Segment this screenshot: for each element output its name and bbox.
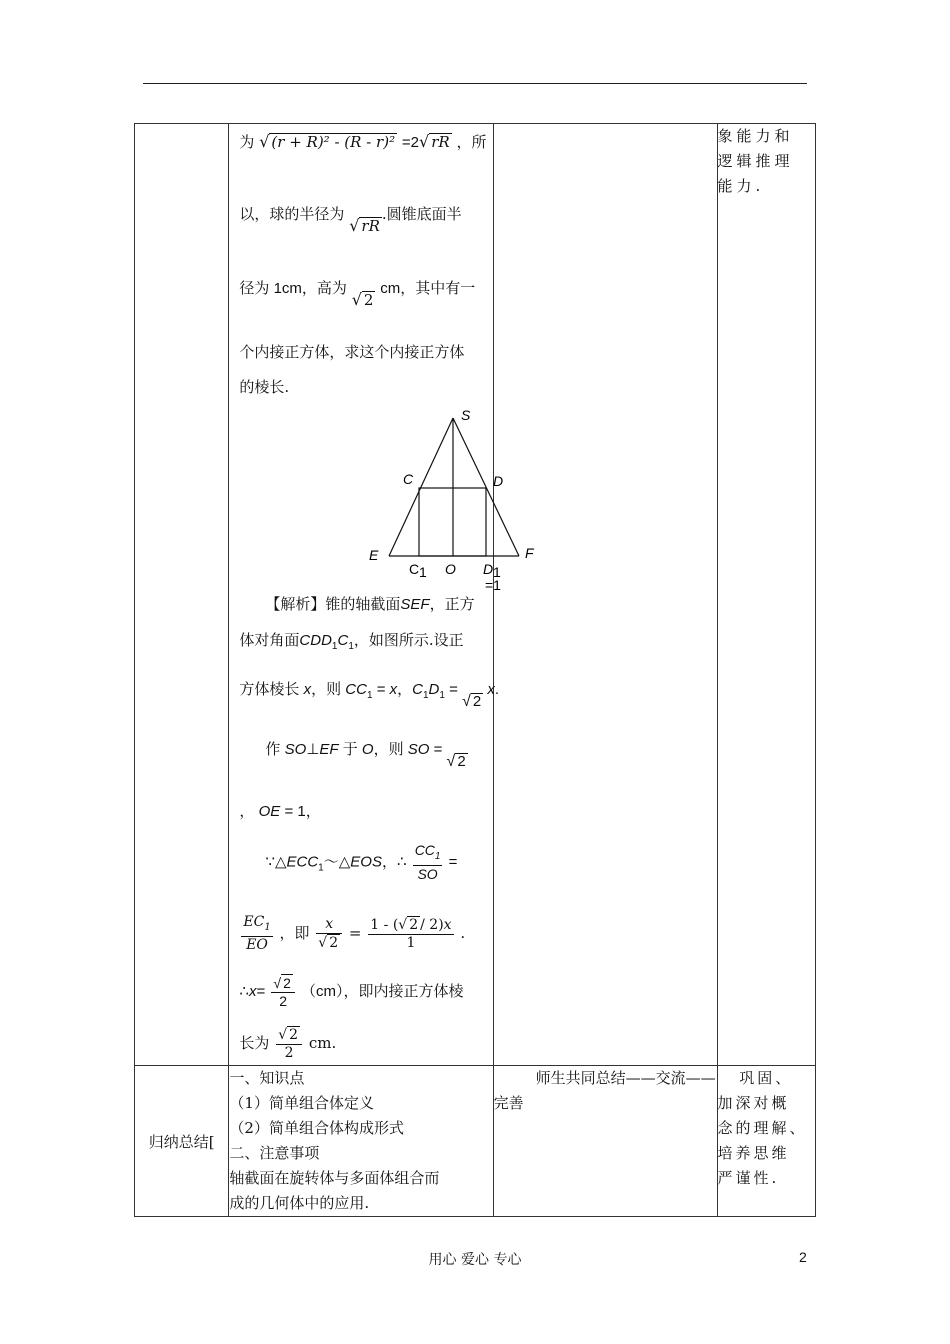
text: x [487,681,495,698]
text: = [449,681,458,698]
text-line: 以，球的半径为 √ rR.圆锥底面半 [239,205,462,235]
text: CDD [299,632,332,649]
fraction: $\frac{√ 2}{2}$ [276,1026,302,1062]
label-c1-sub: 1 [419,564,428,580]
fraction: $\frac{x}{√ 2}$ [316,916,342,952]
summary-label: 归纳总结[ [135,1066,229,1217]
fraction: $\frac{√ 2}{2}$ [271,974,294,1010]
goal-line: 逻辑推理 [717,152,794,170]
text: . [494,681,500,698]
text-line: 作 SO⊥EF 于 O，则 SO = √ 2 [265,741,466,770]
text: EF [319,741,339,758]
text: C [412,681,423,698]
text: =2 [401,134,419,151]
text: x [389,681,398,698]
text-line [239,974,463,1010]
page-number: 2 [799,1249,807,1265]
text: = [256,982,266,1000]
label-eq1: =1 [485,577,502,593]
text: 作 [265,741,281,758]
text: 半径为 [299,205,345,223]
text: .圆锥底面半 [381,205,462,223]
text: D [428,681,440,698]
radicand: (r + R)² - (R - r)² [271,133,396,151]
text: 为 [239,133,255,151]
text: CC [345,681,367,698]
summary-item: 成的几何体中的应用. [229,1194,370,1212]
radicand: 2 [457,753,466,770]
fraction: $\frac{EC_1}{EO}$ [243,914,271,953]
text: = 1， [284,803,321,820]
label-e: E [369,547,379,563]
fraction: $\frac{CC_1}{SO}$ [414,842,441,882]
footer-text: 用心 爱心 专心 [428,1252,522,1268]
text-line: 为 √ (r + R)² - (R - r)² =2√ rR ，所 [239,132,487,151]
text: ，∴ [381,853,407,871]
text: ，如图所示.设正 [353,631,464,649]
radicand: rR [361,217,380,235]
table-row [135,124,816,1066]
text-line: 体对角面$CDD_1C_1$，如图所示.设正 [239,631,464,652]
goal-line: 能力. [717,177,765,195]
summary-item: （2）简单组合体构成形式 [229,1119,404,1137]
label-d1-sub: 1 [493,564,502,580]
purpose-line: 巩固、 [739,1069,794,1087]
text: SO [407,741,430,758]
summary-activity: 师生共同总结——交流——完善 [493,1066,717,1217]
radicand: 2 [363,291,374,309]
text: O [361,741,374,758]
text: ， [239,803,255,820]
text: cm. [308,1034,337,1052]
goal-cell [717,124,815,1066]
text: ∴ [239,982,249,1000]
content-cell [229,124,534,1066]
lesson-table [134,123,816,1217]
text: EOS [350,853,382,871]
label-o: O [445,561,457,577]
text: SEF [400,596,430,613]
text: ，所 [456,133,487,151]
cone-left-edge [389,418,453,556]
label-c1: C [409,561,420,577]
goal-line: 象能力和 [717,127,794,145]
text-line: 的棱长. [239,378,290,396]
text: 以，球的 [239,205,300,223]
purpose-line: 严谨性. [717,1169,780,1187]
label-d1: D [483,561,494,577]
text: C [337,632,349,649]
table-row [135,1066,816,1217]
text: 径为 1cm，高为 [239,280,347,297]
text: SO [284,741,307,758]
text: x [303,681,312,698]
text: . [460,923,466,942]
text-line: $\because\triangle ECC_1\sim\triangle EOS$，∴ $\frac{CC_1}{SO}$ = [265,842,458,882]
label-f: F [525,545,534,561]
text: 体对角面 [239,631,300,649]
text: （cm），即内接正方体棱 [301,982,464,1000]
text-line: 方体棱长 x，则 $CC_1 = x$，$C_1D_1$ = √ 2 x. [239,681,500,710]
summary-item: （1）简单组合体定义 [229,1094,374,1112]
text-line [265,594,474,615]
text-line [239,914,465,954]
summary-item: 一、知识点 [229,1069,305,1087]
text: 方体棱长 [239,681,300,698]
text: = [433,741,443,758]
text: ，即 [279,923,310,942]
cone-cross-section-figure [359,406,559,596]
purpose-line: 念的理解、 [717,1119,808,1137]
text: = [376,681,386,698]
text-line: 个内接正方体，求这个内接正方体 [239,343,465,361]
text: = [348,923,362,942]
text: cm，其中有一 [380,280,476,297]
radicand: rR [431,133,450,151]
empty-cell [135,124,229,1066]
text-line [239,802,320,822]
label-c: C [403,471,414,487]
fraction: $\frac{1 - (√ 2 / 2)x}{1}$ [370,916,452,951]
summary-item: 二、注意事项 [229,1144,320,1162]
text: = [448,853,458,871]
summary-item: 轴截面在旋转体与多面体组合而 [229,1169,440,1187]
summary-content [229,1066,493,1217]
radicand: 2 [472,693,482,710]
text: ， [397,681,413,698]
label-d: D [493,473,504,489]
label-s: S [461,407,471,423]
text: OE [258,803,281,820]
text-line [239,1026,336,1062]
header-rule [143,83,807,84]
text: ，则 [373,741,404,758]
text: ECC [286,853,319,871]
purpose-line: 培养思维 [717,1144,790,1162]
summary-purpose [717,1066,815,1217]
text: 于 [342,741,358,758]
text-line: 径为 1cm，高为 √ 2 cm，其中有一 [239,280,476,309]
text: ∵△ [265,853,287,871]
text: x [248,982,257,1000]
text: ，正方 [429,595,475,613]
purpose-line: 加深对概 [717,1094,790,1112]
text: ，则 [311,681,342,698]
text: ～△ [323,853,351,871]
text: 【解析】锥的轴截面 [265,595,401,613]
text: ⊥ [306,741,320,758]
text: 长为 [239,1034,270,1052]
